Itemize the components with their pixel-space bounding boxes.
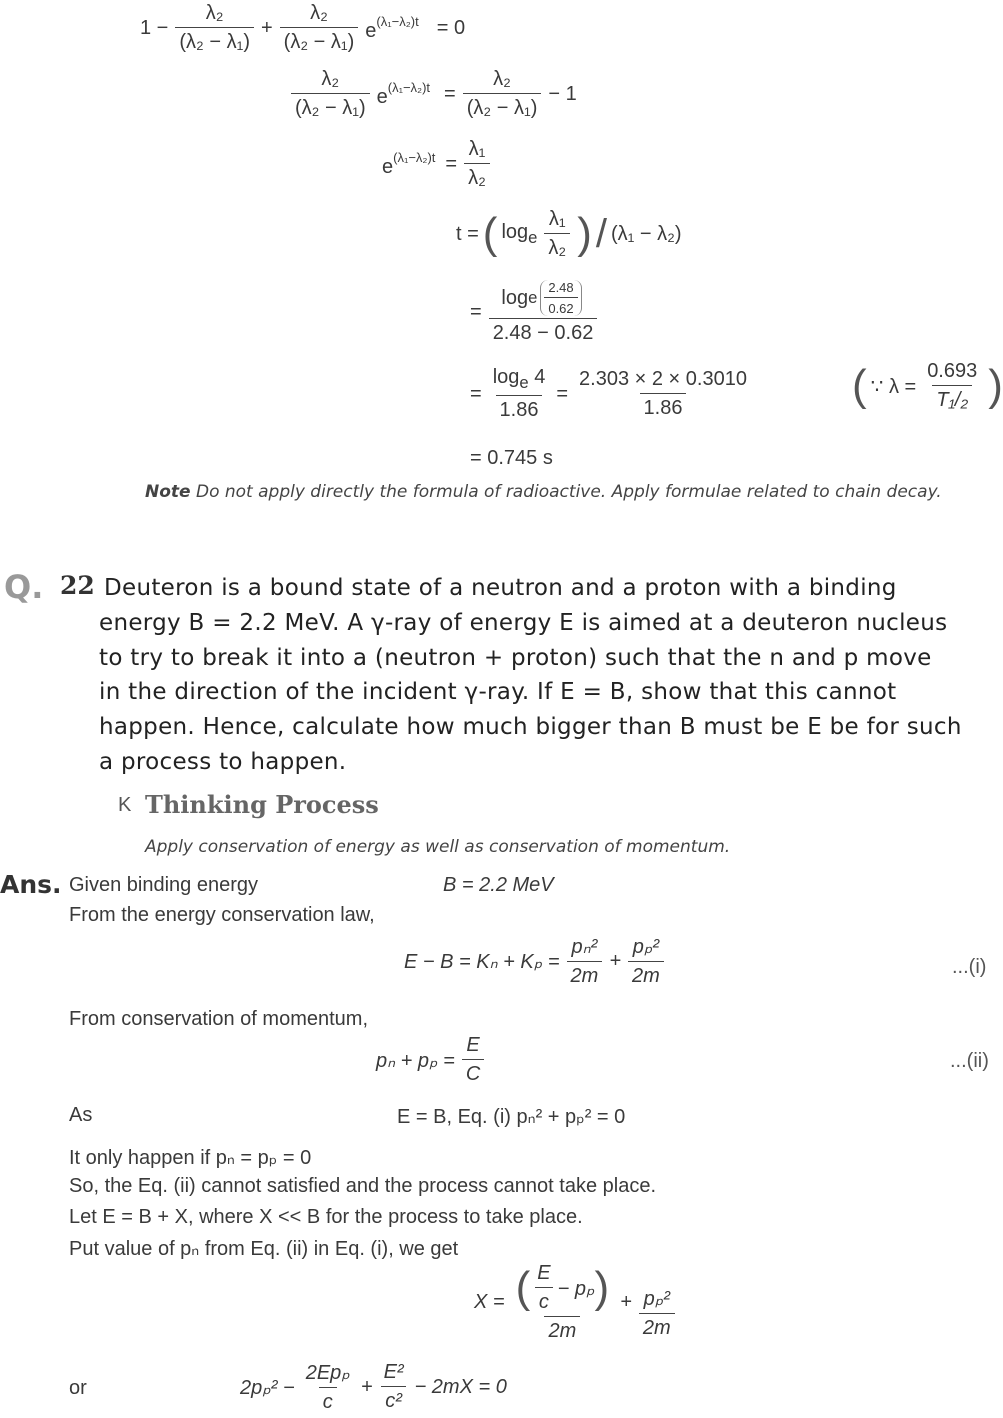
- denominator: 2m: [567, 961, 603, 988]
- eq-text: − 2mX = 0: [414, 1375, 507, 1398]
- denominator: C: [462, 1059, 484, 1086]
- note-label: Note: [145, 482, 191, 502]
- numerator: pₚ²: [632, 936, 660, 958]
- question-line: happen. Hence, calculate how much bigger than B must be E be for such: [99, 714, 962, 740]
- equation-tag: ...(ii): [950, 1050, 989, 1072]
- equation-ii: [376, 1034, 487, 1086]
- answer-line: As: [69, 1104, 93, 1126]
- numerator: 2.303 × 2 × 0.3010: [579, 368, 747, 390]
- equation-4: [456, 208, 682, 260]
- answer-line: Put value of pₙ from Eq. (ii) in Eq. (i), we get: [69, 1238, 459, 1260]
- denominator: 0.62: [544, 297, 577, 316]
- fraction: [512, 1262, 614, 1343]
- question-number: 22: [60, 571, 95, 600]
- numerator: E²: [383, 1361, 404, 1383]
- log-base: e: [528, 288, 538, 307]
- eq-text: log: [492, 366, 520, 388]
- answer-line: B = 2.2 MeV: [443, 874, 554, 896]
- equation-6: [470, 366, 754, 422]
- denominator: λ₂: [544, 233, 570, 260]
- fraction: [639, 1286, 675, 1340]
- denominator: c²: [381, 1386, 406, 1413]
- slash: /: [595, 212, 607, 256]
- eq-text: e: [365, 19, 377, 42]
- equation-7: [470, 447, 553, 470]
- thinking-icon: K: [118, 794, 132, 816]
- eq-text: pₙ + pₚ =: [376, 1049, 455, 1072]
- numerator: λ₁: [548, 208, 566, 230]
- eq-text: =: [470, 301, 482, 323]
- eq-text: ∵ λ =: [870, 375, 917, 398]
- fraction: [628, 934, 664, 988]
- equation-quadratic: [240, 1360, 507, 1414]
- eq-text: +: [360, 1375, 373, 1398]
- fraction: [567, 934, 603, 988]
- log-base: e: [528, 227, 538, 247]
- fraction: [291, 68, 370, 120]
- denominator: c: [319, 1387, 337, 1414]
- numerator: pₙ²: [571, 936, 598, 958]
- fraction: [380, 1361, 408, 1413]
- equation-2: [288, 68, 577, 120]
- eq-text: =: [556, 382, 569, 405]
- exponent: (λ₁−λ₂)t: [376, 13, 419, 29]
- denominator: (λ₂ − λ₁): [175, 27, 254, 54]
- paren: (: [852, 361, 867, 410]
- numerator: 2Epₚ: [305, 1362, 350, 1384]
- fraction: [544, 208, 570, 260]
- fraction: [489, 366, 550, 422]
- eq-text: =: [445, 152, 458, 175]
- question-line: Deuteron is a bound state of a neutron and a proton with a binding: [104, 575, 897, 601]
- eq-text: log: [501, 220, 529, 243]
- eq-text: t =: [456, 222, 479, 245]
- denominator: 2m: [628, 961, 664, 988]
- numerator: λ₂: [205, 2, 224, 24]
- fraction: [462, 1034, 484, 1086]
- paren: ): [577, 209, 592, 258]
- fraction: [533, 1262, 554, 1314]
- eq-text: +: [260, 16, 273, 39]
- numerator: 0.693: [927, 360, 978, 382]
- numerator: λ₂: [310, 2, 328, 24]
- denominator: T₁/₂: [932, 385, 972, 412]
- fraction: [923, 360, 981, 412]
- note-text: Do not apply directly the formula of radioactive. Apply formulae related to chain decay.: [190, 482, 942, 502]
- eq-text: e: [382, 155, 394, 178]
- thinking-title: Thinking Process: [145, 790, 379, 819]
- exponent: (λ₁−λ₂)t: [393, 149, 436, 165]
- eq-text: 1 −: [140, 16, 169, 39]
- question-line: energy B = 2.2 MeV. A γ-ray of energy E is aimed at a deuteron nucleus: [99, 610, 948, 636]
- fraction: [464, 138, 490, 190]
- numerator: λ₂: [321, 68, 340, 90]
- denominator: 1.86: [640, 393, 687, 420]
- fraction: [489, 280, 598, 345]
- answer-line: or: [69, 1377, 87, 1399]
- exponential: [365, 14, 418, 43]
- eq-text: =: [444, 82, 456, 105]
- denominator: 1.86: [496, 395, 543, 422]
- fraction: [463, 68, 542, 120]
- numerator: 2.48: [548, 280, 574, 295]
- equation-i: [404, 934, 667, 988]
- fraction: [540, 280, 581, 316]
- answer-line: E = B, Eq. (i) pₙ² + pₚ² = 0: [397, 1106, 626, 1128]
- exponential: [377, 80, 430, 109]
- denominator: λ₂: [464, 163, 490, 190]
- eq-text: 4: [528, 366, 546, 388]
- equation-5: [470, 280, 600, 345]
- paren: (: [482, 209, 498, 258]
- equation-x: [474, 1262, 678, 1343]
- log-base: e: [519, 373, 529, 392]
- exponential: [382, 150, 435, 179]
- answer-line: It only happen if pₙ = pₚ = 0: [69, 1147, 312, 1169]
- exponent: (λ₁−λ₂)t: [387, 79, 431, 95]
- denominator: c: [535, 1287, 553, 1314]
- numerator: E: [466, 1034, 480, 1056]
- eq-text: 2pₚ² −: [240, 1376, 295, 1399]
- eq-text: − 1: [548, 82, 577, 105]
- fraction: [302, 1360, 354, 1414]
- eq-text: +: [620, 1291, 632, 1313]
- paren: (: [515, 1263, 531, 1312]
- eq-text: E − B = Kₙ + Kₚ =: [404, 950, 560, 973]
- eq-text: =: [470, 382, 482, 405]
- numerator: [497, 280, 588, 318]
- answer-line: From conservation of momentum,: [69, 1008, 368, 1030]
- numerator: pₚ²: [643, 1287, 670, 1310]
- denominator: (λ₂ − λ₁): [463, 93, 542, 120]
- thinking-text: Apply conservation of energy as well as conservation of momentum.: [145, 837, 731, 857]
- eq-text: = 0: [436, 16, 466, 39]
- because-note: [852, 360, 1003, 412]
- equation-1: [140, 2, 465, 54]
- numerator: [489, 366, 550, 395]
- equation-3: [382, 138, 493, 190]
- eq-text: +: [609, 949, 621, 972]
- paren: ): [594, 1263, 610, 1312]
- denominator: 2.48 − 0.62: [489, 318, 598, 345]
- result: = 0.745 s: [470, 447, 553, 469]
- answer-label: Ans.: [0, 870, 62, 899]
- answer-line: So, the Eq. (ii) cannot satisfied and the process cannot take place.: [69, 1175, 657, 1197]
- denominator: 2m: [639, 1313, 675, 1340]
- paren: ): [988, 361, 1003, 410]
- question-line: in the direction of the incident γ-ray. If E = B, show that this cannot: [99, 679, 897, 705]
- fraction: [175, 2, 254, 54]
- eq-text: e: [376, 85, 388, 108]
- answer-line: From the energy conservation law,: [69, 904, 375, 926]
- fraction: [280, 2, 359, 54]
- numerator: λ₁: [468, 138, 486, 160]
- answer-line: Given binding energy: [69, 874, 259, 896]
- denominator: 2m: [544, 1316, 580, 1343]
- numerator: E: [537, 1262, 551, 1284]
- eq-text: − pₚ: [557, 1277, 595, 1300]
- question-line: a process to happen.: [99, 749, 347, 775]
- fraction: [575, 368, 751, 420]
- answer-line: Let E = B + X, where X << B for the process to take place.: [69, 1206, 583, 1228]
- eq-text: log: [501, 286, 529, 309]
- question-line: to try to break it into a (neutron + proton) such that the n and p move: [99, 645, 932, 671]
- eq-text: (λ₁ − λ₂): [610, 222, 682, 245]
- question-marker: Q.: [4, 568, 44, 606]
- denominator: (λ₂ − λ₁): [291, 93, 370, 120]
- numerator: λ₂: [493, 68, 511, 90]
- eq-text: X =: [474, 1291, 505, 1313]
- denominator: (λ₂ − λ₁): [280, 27, 359, 54]
- note: [145, 478, 955, 506]
- equation-tag: ...(i): [952, 956, 987, 978]
- numerator: [512, 1262, 614, 1316]
